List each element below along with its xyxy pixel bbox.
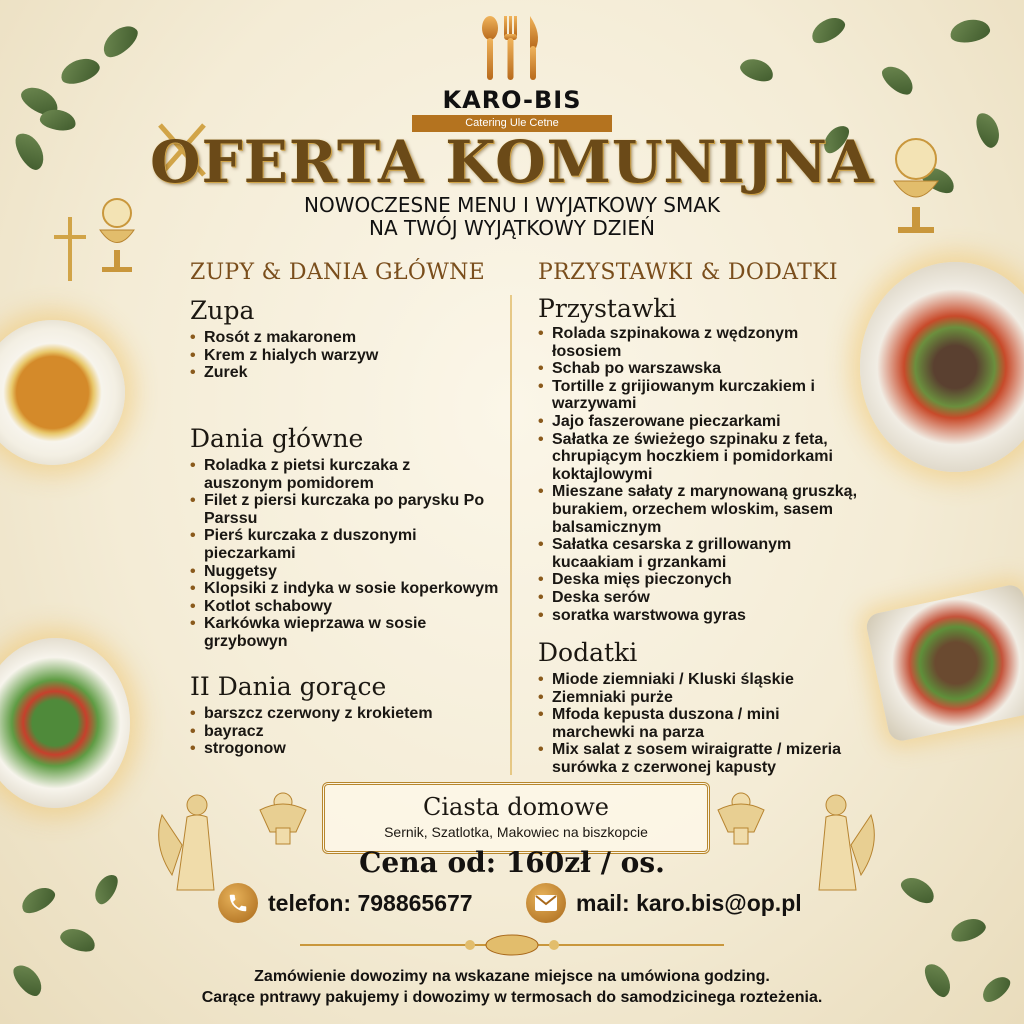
- list-item: • bayracz: [190, 723, 510, 741]
- list-item: • Miode ziemniaki / Kluski śląskie: [538, 671, 858, 689]
- list-item: • Tortille z grijiowanym kurczakiem i warzywami: [538, 378, 842, 413]
- phone-icon: [218, 883, 258, 923]
- list-item: • Jajo faszerowane pieczarkami: [538, 413, 858, 431]
- section-title: Przystawki: [538, 294, 677, 323]
- angel-icon: [258, 788, 308, 853]
- soup-bowl-image: [0, 320, 125, 465]
- left-column-heading: ZUPY & DANIA GŁÓWNE: [190, 260, 486, 285]
- angel-icon: [806, 785, 881, 900]
- list-item: • Mfoda kepusta duszona / mini marchewki na parza: [538, 706, 822, 741]
- cake-box: [322, 782, 710, 854]
- page-title: OFERTA KOMUNIJNA: [149, 128, 875, 196]
- cake-title: Ciasta domowe: [422, 793, 609, 821]
- list-item: • Deska mięs pieczonych: [538, 571, 858, 589]
- right-column-heading: PRZYSTAWKI & DODATKI: [538, 260, 838, 285]
- angel-icon: [716, 788, 766, 853]
- section-title: Zupa: [190, 296, 255, 325]
- section-title: Dania główne: [190, 424, 364, 453]
- footer-line: Carące pntrawy pakujemy i dowozimy w termosach do samodzicinega rozteżenia.: [201, 989, 823, 1006]
- list-item: • Zurek: [190, 364, 510, 382]
- section-title: Dodatki: [538, 638, 638, 667]
- list-item: • Kotlot schabowy: [190, 598, 510, 616]
- list-item: • Krem z hialych warzyw: [190, 347, 510, 365]
- section-przystawki: [538, 294, 858, 624]
- section-dania-gorace: [190, 672, 510, 758]
- subtitle-line: NOWOCZESNE MENU I WYJATKOWY SMAK: [303, 193, 721, 217]
- list-item: • Schab po warszawska: [538, 360, 858, 378]
- section-dania-glowne: [190, 424, 510, 651]
- section-dodatki: [538, 638, 858, 777]
- list-item: • Pierś kurczaka z duszonymi pieczarkami: [190, 527, 454, 562]
- brand-name: KARO-BIS: [442, 86, 582, 114]
- list-item: • Mix salat z sosem wiraigratte / mizeria surówka z czerwonej kapusty: [538, 741, 870, 776]
- phone-contact[interactable]: [218, 883, 473, 923]
- column-divider: [510, 295, 512, 775]
- subtitle-line: NA TWÓJ WYJĄTKOWY DZIEŃ: [369, 216, 655, 240]
- cutlery-logo-icon: [478, 14, 548, 84]
- footer-note: [0, 966, 1024, 1008]
- phone-text: telefon: 798865677: [268, 889, 473, 916]
- list-item: • Deska serów: [538, 589, 858, 607]
- appetizer-plate-image: [860, 262, 1024, 472]
- ornament-divider: [300, 932, 724, 958]
- list-item: • Rolada szpinakowa z wędzonym łososiem: [538, 325, 822, 360]
- section-zupa: [190, 296, 510, 382]
- list-item: • Roladka z pietsi kurczaka z auszonym pomidorem: [190, 457, 434, 492]
- angel-icon: [152, 785, 227, 900]
- list-item: • strogonow: [190, 740, 510, 758]
- brand-tagline: Catering Ule Cetne: [412, 115, 612, 132]
- list-item: • Mieszane sałaty z marynowaną gruszką, burakiem, orzechem wloskim, sasem balsamicznym: [538, 483, 870, 536]
- platter-image: [864, 583, 1024, 743]
- list-item: • Klopsiki z indyka w sosie koperkowym: [190, 580, 510, 598]
- footer-line: Zamówienie dowozimy na wskazane miejsce na umówiona godzing.: [254, 968, 770, 985]
- list-item: • Karkówka wieprzawa w sosie grzybowyn: [190, 615, 510, 650]
- salad-plate-image: [0, 638, 130, 808]
- list-item: • Ziemniaki purże: [538, 689, 858, 707]
- list-item: • soratka warstwowa gyras: [538, 607, 858, 625]
- price: Cena od: 160zł / os.: [359, 846, 665, 879]
- mail-icon: [526, 883, 566, 923]
- list-item: • Rosót z makaronem: [190, 329, 510, 347]
- list-item: • Sałatka ze świeżego szpinaku z feta, chrupiącym hoczkiem i pomidorkami koktajlowymi: [538, 431, 857, 484]
- list-item: • barszcz czerwony z krokietem: [190, 705, 510, 723]
- list-item: • Filet z piersi kurczaka po parysku Po Parssu: [190, 492, 494, 527]
- cake-subtitle: Sernik, Szatlotka, Makowiec na biszkopcie: [384, 824, 648, 840]
- mail-text: mail: karo.bis@op.pl: [576, 889, 802, 916]
- list-item: • Sałatka cesarska z grillowanym kucaakiam i grzankami: [538, 536, 822, 571]
- section-title: II Dania gorące: [190, 672, 387, 701]
- mail-contact[interactable]: [526, 883, 802, 923]
- list-item: • Nuggetsy: [190, 563, 510, 581]
- page-subtitle: [0, 194, 1024, 240]
